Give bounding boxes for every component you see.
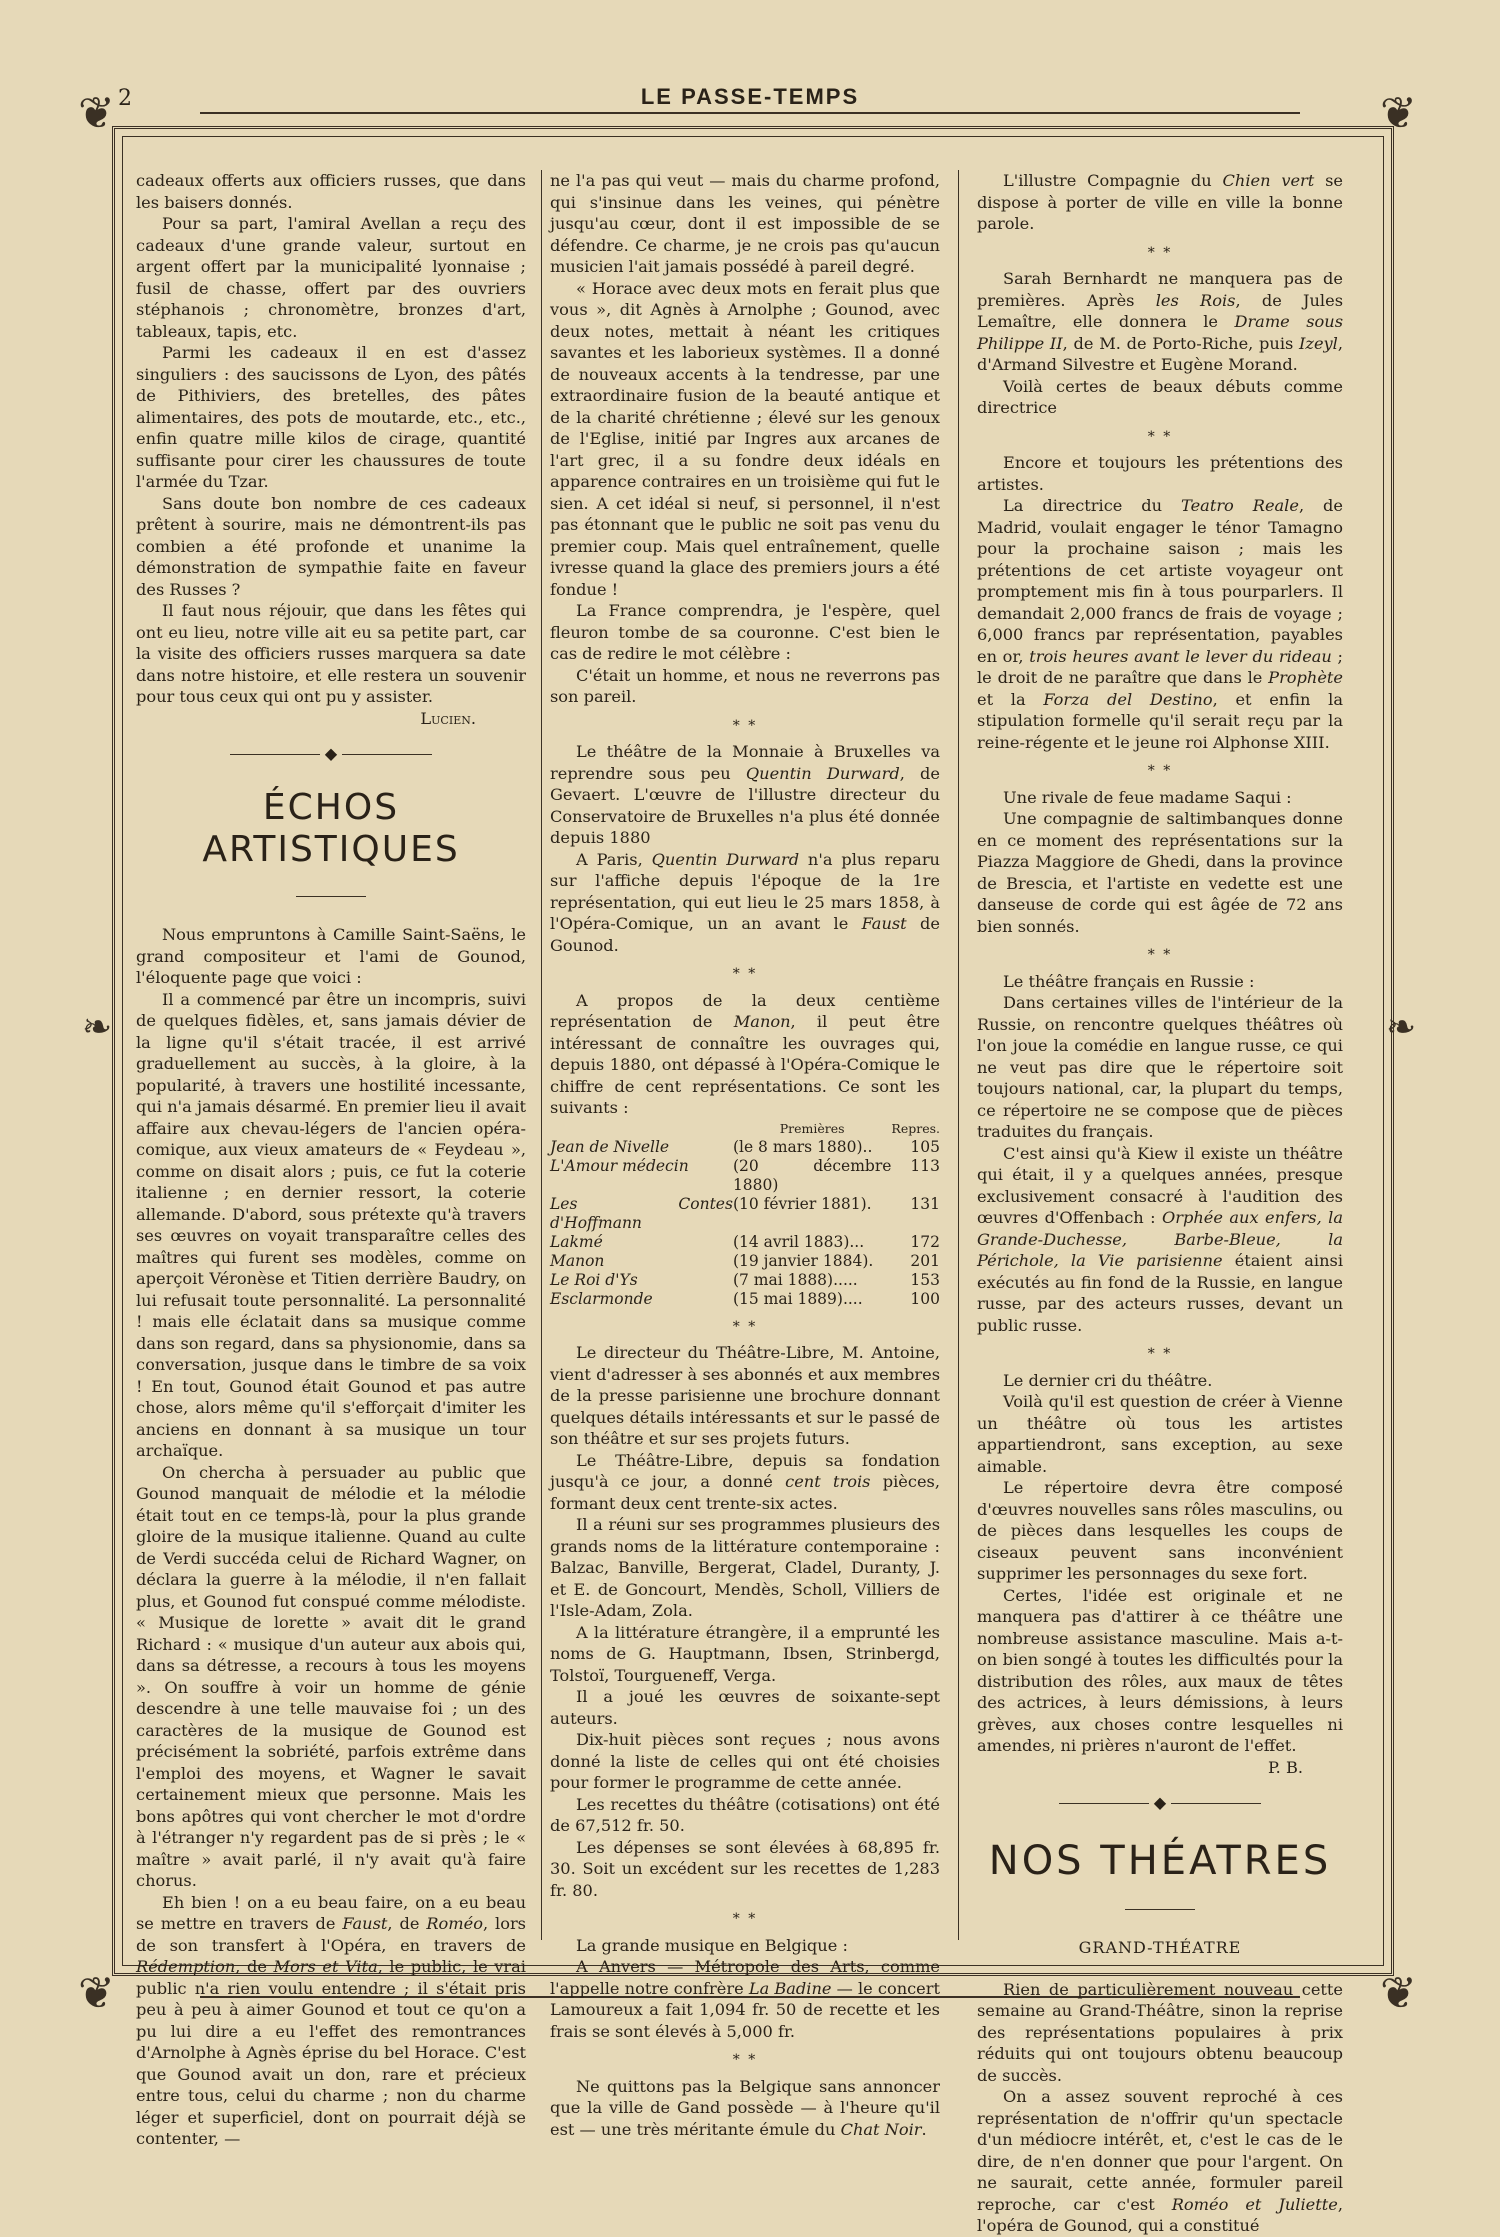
corner-ornament-icon: ❦ <box>1380 88 1417 139</box>
paragraph: Une rivale de feue madame Saqui : <box>1003 787 1292 807</box>
row-count: 113 <box>910 1156 940 1175</box>
section-title-theatres: NOS THÉATRES <box>988 1837 1332 1884</box>
row-count: 131 <box>910 1194 940 1213</box>
paragraph: Nous empruntons à Camille Saint-Saëns, le grand compositeur et l'ami de Gounod, l'éloquente page que voici : <box>136 925 526 987</box>
row-count: 105 <box>910 1137 940 1156</box>
paragraph: A la littérature étrangère, il a emprunté les noms de G. Hauptmann, Ibsen, Strinbergd, Tolstoï, Tourgueneff, Verga. <box>550 1622 940 1685</box>
asterism: * * <box>732 717 758 734</box>
paragraph: Le répertoire devra être composé d'œuvres nouvelles sans rôles masculins, ou de pièces dans lesquelles les coups de ciseaux peuvent sans inconvénient supprimer les personnages du sexe fort. <box>977 1478 1343 1583</box>
paragraph: On chercha à persuader au public que Gounod manquait de mélodie et la mélodie était tout en ce temps-là, pour la plus grande gloire de la musique italienne. Quand au culte de Verdi succéda celui de Richard Wagner, on déclara la guerre à la mélodie, il n'en fallait plus, et Gounod fut conspué comme mélodiste. « Musique de lorette » avait dit le grand Richard : « musique d'un auteur aux abois qui, dans sa détresse, a recours à tous les moyens ». On souffre à voir un homme de génie descendre à une telle mauvaise foi ; un des caractères de la musique de Gounod est précisément la sobriété, parfois extrême dans l'emploi des moyens, et Wagner le savait certainement mieux que personne. Mais les bons apôtres qui vont chercher le mot d'ordre à l'étranger n'y regardent pas de si près ; le « maître » avait parlé, il n'y avait qu'à faire chorus. <box>136 1462 526 1890</box>
paragraph: Le Théâtre-Libre, depuis sa fondation jusqu'à ce jour, a donné cent trois pièces, formant deux cent trente-six actes. <box>550 1450 940 1513</box>
asterism: * * <box>1147 244 1173 261</box>
paragraph: Les dépenses se sont élevées à 68,895 fr. 30. Soit un excédent sur les recettes de 1,283 fr. 80. <box>550 1837 940 1900</box>
paragraph: Il a réuni sur ses programmes plusieurs des grands noms de la littérature contemporaine : Balzac, Banville, Bergerat, Cladel, Duranty, J. et E. de Goncourt, Mendès, Scholl, Villiers de l'Isle-Adam, Zola. <box>550 1515 940 1620</box>
paragraph: ne l'a pas qui veut — mais du charme profond, qui s'insinue dans les veines, qui pénètre jusqu'au cœur, dont il est impossible de se défendre. Ce charme, je ne crois pas qu'aucun musicien l'ait jamais possédé à pareil degré. <box>550 171 940 276</box>
row-count: 153 <box>910 1270 940 1289</box>
paragraph: A Paris, Quentin Durward n'a plus reparu sur l'affiche depuis l'époque de la 1re représentation, qui eut lieu le 25 mars 1858, à l'Opéra-Comique, un an avant le Faust de Gounod. <box>550 849 940 955</box>
signature: P. B. <box>1268 1757 1303 1777</box>
row-date: (14 avril 1883)... <box>732 1232 865 1251</box>
section-title-echos: ÉCHOS ARTISTIQUES <box>202 786 460 870</box>
row-date: (19 janvier 1884). <box>732 1251 874 1270</box>
paragraph: La directrice du Teatro Reale, de Madrid, voulait engager le ténor Tamagno pour la prochaine saison ; mais les prétentions de cet artiste voyageur ont promptement mis fin à tous pourparlers. Il demandait 2,000 francs de frais de voyage ; 6,000 francs par représentation, payables en or, trois heures avant le lever du rideau ; le droit de ne paraître que dans le Prophète et la Forza del Destino, et enfin la stipulation formelle qu'il serait reçu par la reine-régente et le jeune roi Alphonse XIII. <box>977 496 1343 752</box>
row-date: (20 décembre 1880) <box>732 1156 892 1194</box>
representations-table <box>550 1119 940 1309</box>
asterism: * * <box>1147 428 1173 445</box>
paragraph: Dix-huit pièces sont reçues ; nous avons donné la liste de celles qui ont été choisies pour former le programme de cette année. <box>550 1730 940 1792</box>
corner-ornament-icon: ❦ <box>78 88 115 139</box>
row-title: Esclarmonde <box>550 1289 653 1308</box>
paragraph: Il faut nous réjouir, que dans les fêtes qui ont eu lieu, notre ville ait eu sa petite part, car la visite des officiers russes marquera sa date dans notre histoire, et elle restera un souvenir pour tous ceux qui ont pu y assister. <box>136 601 526 706</box>
paragraph: cadeaux offerts aux officiers russes, que dans les baisers donnés. <box>136 171 526 212</box>
asterism: * * <box>1147 1346 1173 1362</box>
paragraph: Le théâtre de la Monnaie à Bruxelles va reprendre sous peu Quentin Durward, de Gevaert. L'œuvre de l'illustre directeur du Conservatoire de Bruxelles n'a plus été donnée depuis 1880 <box>550 742 940 847</box>
column-2 <box>550 170 940 2140</box>
title-rule <box>977 1894 1343 1916</box>
asterism: * * <box>732 2052 758 2068</box>
side-ornament-icon: ❧ <box>1386 1007 1417 1048</box>
signature: Lucien. <box>420 708 476 728</box>
paragraph: Eh bien ! on a eu beau faire, on a eu beau se mettre en travers de Faust, de Roméo, lors de son transfert à l'Opéra, en travers de Rédemption, de Mors et Vita, le public, le vrai public n'a rien voulu entendre ; il s'était pris peu à peu à aimer Gounod et tout ce qu'on a pu lui dire a eu l'effet des remontrances d'Arnolphe à Agnès éprise du bel Horace. C'est que Gounod avait un don, rare et précieux entre tous, celui du charme ; non du charme léger et superficiel, dont on pourrait déjà se contenter, — <box>136 1892 526 2148</box>
row-title: Jean de Nivelle <box>550 1137 670 1156</box>
table-row <box>550 1290 940 1309</box>
table-row <box>550 1157 940 1195</box>
row-date: (15 mai 1889).... <box>732 1289 863 1308</box>
table-row <box>550 1252 940 1271</box>
separator: ◆ <box>136 743 526 765</box>
column-1 <box>136 170 526 2150</box>
paragraph: Parmi les cadeaux il en est d'assez singuliers : des saucissons de Lyon, des pâtés de Pithiviers, des bretelles, des pâtes alimentaires, des pots de moutarde, etc., etc., enfin quatre mille kilos de cirage, quantité suffisante pour cirer les chaussures de toute l'armée du Tzar. <box>136 343 526 491</box>
side-ornament-icon: ❧ <box>82 1007 113 1048</box>
paragraph: L'illustre Compagnie du Chien vert se dispose à porter de ville en ville la bonne parole. <box>977 171 1343 233</box>
asterism: * * <box>1147 763 1173 779</box>
paragraph: La grande musique en Belgique : <box>576 1935 848 1955</box>
paragraph: Une compagnie de saltimbanques donne en ce moment des représentations sur la Piazza Maggiore de Ghedi, dans la province de Brescia, et l'artiste en vedette est une danseuse de corde qui est âgée de 72 ans bien sonnés. <box>977 809 1343 936</box>
paragraph: Le directeur du Théâtre-Libre, M. Antoine, vient d'adresser à ses abonnés et aux membres de la presse parisienne une brochure donnant quelques détails intéressants et sur le passé de son théâtre et sur ses projets futurs. <box>550 1343 940 1448</box>
newspaper-title: LE PASSE-TEMPS <box>640 84 860 109</box>
paragraph: Voilà certes de beaux débuts comme directrice <box>977 376 1343 417</box>
paragraph: A propos de la deux centième représentation de Manon, il peut être intéressant de connaître les ouvrages qui, depuis 1880, ont dépassé à l'Opéra-Comique le chiffre de cent représentations. Ce sont les suivants : <box>550 990 940 1117</box>
row-title: Lakmé <box>550 1232 603 1251</box>
paragraph: On a assez souvent reproché à ces représentation de n'offrir qu'un spectacle d'un médiocre intérêt, et, c'est le cas de le dire, de n'en donner que pour l'argent. On ne saurait, cette année, formuler pareil reproche, car c'est Roméo et Juliette, l'opéra de Gounod, qui a constitué <box>977 2087 1343 2235</box>
asterism: * * <box>732 1911 758 1927</box>
top-rule <box>200 112 1300 114</box>
paragraph: A Anvers — Métropole des Arts, comme l'appelle notre confrère La Badine — le concert Lamoureux a fait 1,094 fr. 50 de recette et les frais se sont élevés à 5,000 fr. <box>550 1957 941 2041</box>
paragraph: C'était un homme, et nous ne reverrons pas son pareil. <box>550 665 940 706</box>
asterism: * * <box>732 966 758 982</box>
subheading-grand-theatre: GRAND-THÉATRE <box>1078 1938 1242 1957</box>
title-rule <box>136 881 526 903</box>
table-row <box>550 1271 940 1290</box>
row-count: 100 <box>910 1289 940 1308</box>
table-header-row <box>550 1119 940 1138</box>
asterism: * * <box>1147 947 1173 963</box>
paragraph: Sarah Bernhardt ne manquera pas de premières. Après les Rois, de Jules Lemaître, elle donnera le Drame sous Philippe II, de M. de Porto-Riche, puis Izeyl, d'Armand Silvestre et Eugène Morand. <box>977 269 1344 374</box>
table-row <box>550 1233 940 1252</box>
row-date: (10 février 1881). <box>732 1194 872 1213</box>
page-number: 2 <box>118 86 132 111</box>
corner-ornament-icon: ❦ <box>78 1968 115 2019</box>
paragraph: Le dernier cri du théâtre. <box>1003 1370 1213 1390</box>
header-repres: Repres. <box>891 1120 940 1136</box>
paragraph: Le théâtre français en Russie : <box>1003 971 1255 991</box>
paragraph: La France comprendra, je l'espère, quel fleuron tombe de sa couronne. C'est bien le cas de redire le mot célèbre : <box>550 601 940 663</box>
paragraph: Les recettes du théâtre (cotisations) ont été de 67,512 fr. 50. <box>550 1794 940 1835</box>
paragraph: Pour sa part, l'amiral Avellan a reçu des cadeaux d'une grande valeur, surtout en argent offert par la municipalité lyonnaise ; fusil de chasse, offert par des ouvriers stéphanois ; chronomètre, bronzes d'art, tableaux, tapis, etc. <box>136 214 526 341</box>
paragraph: Encore et toujours les prétentions des artistes. <box>977 453 1343 494</box>
row-count: 201 <box>910 1251 940 1270</box>
table-row <box>550 1138 940 1157</box>
paragraph: Certes, l'idée est originale et ne manquera pas d'attirer à ce théâtre une nombreuse assistance masculine. Mais a-t-on bien songé à toutes les difficultés pour la distribution des rôles, aux maux de têtes des actrices, à leurs démissions, à leurs grèves, aux choses contre lesquelles ni amendes, ni prières n'auront de l'effet. <box>977 1585 1343 1755</box>
column-3 <box>977 170 1343 2237</box>
paragraph: Sans doute bon nombre de ces cadeaux prêtent à sourire, mais ne démontrent-ils pas combien a été profonde et unanime la démonstration de sympathie faite en faveur des Russes ? <box>136 493 526 599</box>
row-date: (le 8 mars 1880).. <box>732 1137 873 1156</box>
paragraph: C'est ainsi qu'à Kiew il existe un théâtre qui était, il y a quelques années, presque exclusivement consacré à l'audition des œuvres d'Offenbach : Orphée aux enfers, la Grande-Duchesse, Barbe-Bleue, la Périchole, la Vie parisienne étaient ainsi exécutés au fin fond de la Russie, en langue russe, par des acteurs russes, devant un public russe. <box>977 1143 1344 1335</box>
row-count: 172 <box>910 1232 940 1251</box>
corner-ornament-icon: ❦ <box>1380 1968 1417 2019</box>
asterism: * * <box>732 1318 758 1335</box>
paragraph: Ne quittons pas la Belgique sans annoncer que la ville de Gand possède — à l'heure qu'il est — une très méritante émule du Chat Noir. <box>550 2076 940 2139</box>
paragraph: « Horace avec deux mots en ferait plus que vous », dit Agnès à Arnolphe ; Gounod, avec deux notes, mettait à néant les critiques savantes et les laborieux systèmes. Il a donné de nouveaux accents à la tendresse, par une extraordinaire fusion de la beauté antique et de la charité chrétienne ; élevé sur les genoux de l'Eglise, initié par Ingres aux arcanes de l'art grec, il a su fondre deux idéals en apparence contraires en un troisième qui fut le sien. A cet idéal si neuf, si personnel, il n'est pas étonnant que le public ne soit pas venu du premier coup. Mais quel entraînement, quelle ivresse quand la glace des premiers jours a été fondue ! <box>550 278 940 599</box>
row-title: L'Amour médecin <box>550 1156 689 1175</box>
column-rule <box>541 170 542 1940</box>
row-title: Les Contes d'Hoffmann <box>550 1194 733 1232</box>
row-date: (7 mai 1888)..... <box>732 1270 858 1289</box>
paragraph: Il a joué les œuvres de soixante-sept auteurs. <box>550 1687 940 1728</box>
paragraph: Voilà qu'il est question de créer à Vienne un théâtre où tous les artistes appartiendront, sans exception, au sexe aimable. <box>977 1392 1343 1476</box>
header-premieres: Premières <box>779 1120 845 1136</box>
separator: ◆ <box>977 1792 1343 1814</box>
table-row <box>550 1195 940 1233</box>
column-rule <box>958 170 959 1940</box>
paragraph: Il a commencé par être un incompris, suivi de quelques fidèles, et, sans jamais dévier de la ligne qu'il s'était tracée, il est arrivé graduellement au succès, à la gloire, à la popularité, à travers une hostilité incessante, qui n'a jamais désarmé. En premier lieu il avait affaire aux chevau-légers de l'ancien opéra-comique, aux vieux amateurs de « Feydeau », comme on disait alors ; puis, ce fut la coterie italienne ; en dernier ressort, la coterie allemande. D'abord, sous prétexte qu'à travers ses œuvres on voyait transparaître celles des maîtres qui furent ses modèles, comme on aperçoit Véronèse et Titien derrière Baudry, on lui refusait toute personnalité. La personnalité ! mais elle éclatait dans sa musique comme dans son regard, dans sa physionomie, dans sa conversation, jusque dans le timbre de sa voix ! En tout, Gounod était Gounod et pas autre chose, alors même qu'il s'efforçait d'imiter les anciens en donnant à sa musique un tour archaïque. <box>136 989 526 1460</box>
paragraph: Rien de particulièrement nouveau cette semaine au Grand-Théâtre, sinon la reprise des représentations populaires à prix réduits qui ont toujours obtenu beaucoup de succès. <box>977 1979 1343 2085</box>
row-title: Le Roi d'Ys <box>550 1270 638 1289</box>
row-title: Manon <box>550 1251 605 1270</box>
paragraph: Dans certaines villes de l'intérieur de la Russie, on rencontre quelques théâtres où l'on joue la comédie en langue russe, ce qui ne veut pas dire que le répertoire soit toujours national, car, la plupart du temps, ce répertoire ne se compose que de pièces traduites du français. <box>977 993 1343 1141</box>
